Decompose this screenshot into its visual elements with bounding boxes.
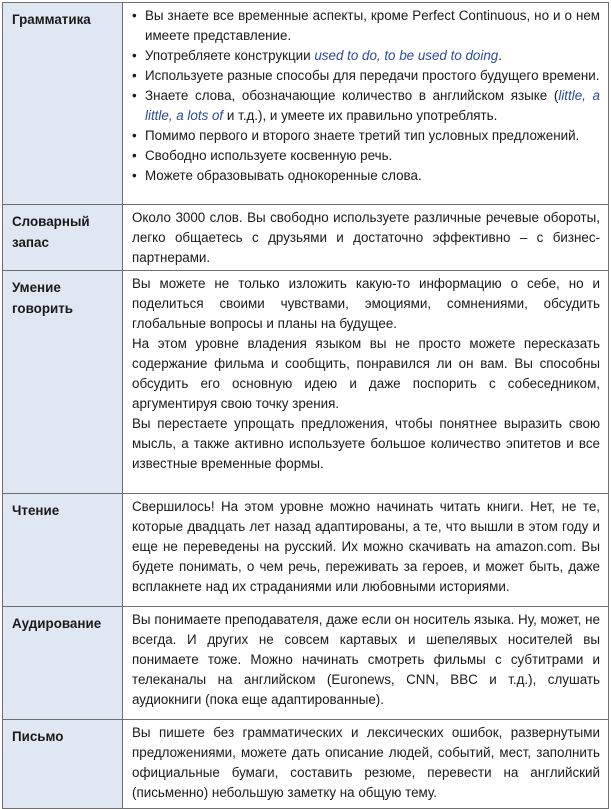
bullet-text: и т.д.), и умеете их правильно употреблять. <box>223 108 498 123</box>
table-row-grammar <box>3 3 609 205</box>
row-content <box>123 607 609 720</box>
list-item: • Помимо первого и второго знаете третий тип условных предложений. <box>132 126 600 146</box>
row-label: Письмо <box>3 720 123 809</box>
list-item <box>132 46 600 66</box>
row-label: Умение говорить <box>3 271 123 494</box>
row-label: Грамматика <box>3 3 123 205</box>
table-row-writing <box>3 720 609 809</box>
paragraph: Вы перестаете упрощать предложения, чтобы понятнее выразить свою мысль, а также активно используете большое количество эпитетов и все известные временные формы. <box>132 416 600 471</box>
skills-table <box>2 2 609 809</box>
list-item <box>132 86 600 126</box>
list-item: • Можете образовывать однокоренные слова. <box>132 166 600 186</box>
paragraph: Вы понимаете преподавателя, даже если он носитель языка. Ну, может, не всегда. И других не совсем картавых и шепелявых носителей вы понимаете тоже. Можно начинать смотреть фильмы с субтитрами и телеканалы на английском (Euronews, CNN, BBC и т.д.), слушать аудиокниги (пока еще адаптированные). <box>132 612 600 707</box>
row-label: Аудирование <box>3 607 123 720</box>
table-row-reading <box>3 494 609 607</box>
table-row-speaking <box>3 271 609 494</box>
bullet-text: Знаете слова, обозначающие количество в английском языке ( <box>145 88 559 103</box>
list-item: • Вы знаете все временные аспекты, кроме Perfect Continuous, но и о нем имеете представление. <box>132 6 600 46</box>
paragraph: На этом уровне владения языком вы не просто можете пересказать содержание фильма и сообщить, понравился ли он вам. Вы способны обсудить его основную идею и даже поспорить с собеседником, аргументируя свою точку зрения. <box>132 336 600 411</box>
row-content <box>123 205 609 271</box>
paragraph: Около 3000 слов. Вы свободно используете различные речевые обороты, легко общаетесь с друзьями и достаточно эффективно – с бизнес-партнерами. <box>132 210 600 265</box>
list-item: • Используете разные способы для передачи простого будущего времени. <box>132 66 600 86</box>
grammar-bullet-list <box>132 6 600 186</box>
row-content <box>123 494 609 607</box>
row-content <box>123 3 609 205</box>
highlighted-term: used to do, to be used to doing <box>314 48 499 63</box>
row-label: Словарный запас <box>3 205 123 271</box>
paragraph: Вы пишете без грамматических и лексических ошибок, развернутыми предложениями, можете дать описание людей, событий, мест, заполнить официальные бумаги, составить резюме, перевести на английский (письменно) небольшую заметку на общую тему. <box>132 725 600 800</box>
table-row-vocabulary <box>3 205 609 271</box>
row-content <box>123 720 609 809</box>
table-row-listening <box>3 607 609 720</box>
bullet-text: Употребляете конструкции <box>145 48 315 63</box>
bullet-text: . <box>498 48 502 63</box>
highlighted-term: little, a little, a lots of <box>145 88 600 123</box>
list-item: • Свободно используете косвенную речь. <box>132 146 600 166</box>
paragraph: Вы можете не только изложить какую-то информацию о себе, но и поделиться своими чувствами, эмоциями, сомнениями, обсудить глобальные вопросы и планы на будущее. <box>132 276 600 331</box>
row-content <box>123 271 609 494</box>
paragraph: Свершилось! На этом уровне можно начинать читать книги. Нет, не те, которые двадцать лет назад адаптированы, а те, что вышли в этом году и еще не переведены на русский. Их можно скачивать на amazon.com. Вы будете понимать, о чем речь, переживать за героев, и может быть, даже всплакнете над их страданиями или любовными историями. <box>132 499 600 594</box>
row-label: Чтение <box>3 494 123 607</box>
